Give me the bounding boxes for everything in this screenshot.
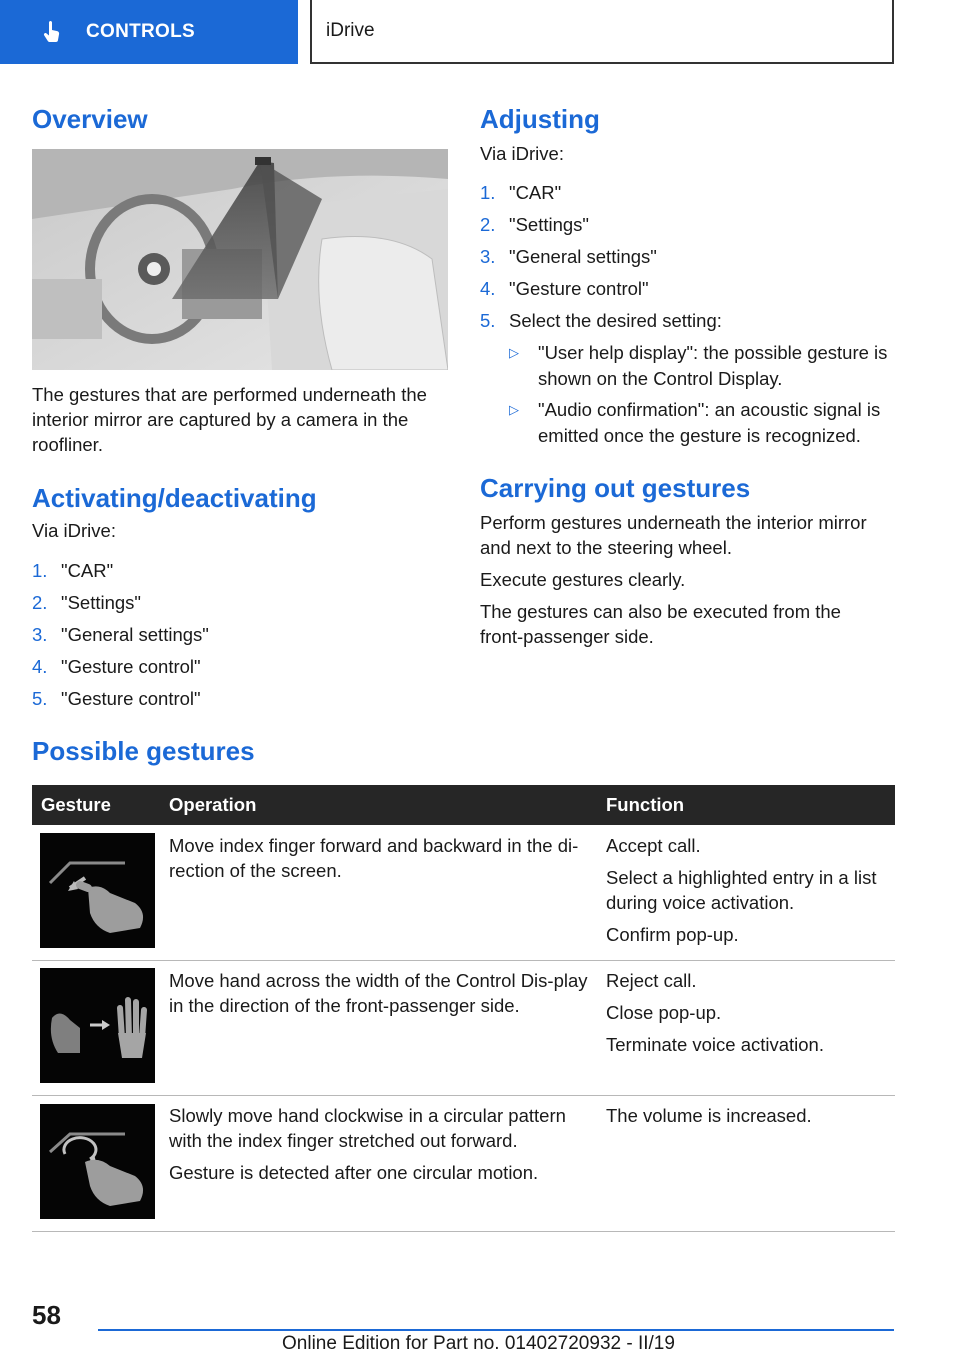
step-number: 1. xyxy=(480,182,496,203)
operation-text: Move hand across the width of the Control Dis-play in the direction of the front-passenger side. xyxy=(169,970,588,1016)
step-text: "General settings" xyxy=(509,246,657,267)
function-cell xyxy=(606,1103,891,1135)
topic-title: iDrive xyxy=(326,20,375,41)
step-number: 2. xyxy=(32,592,48,613)
list-item xyxy=(32,558,432,590)
section-title: CONTROLS xyxy=(86,21,196,42)
possible-heading: Possible gestures xyxy=(32,736,255,766)
table-row xyxy=(32,960,895,1096)
list-item xyxy=(32,590,432,622)
step-text: "Gesture control" xyxy=(61,656,201,677)
list-item xyxy=(32,654,432,686)
step-text: "Gesture control" xyxy=(509,278,649,299)
adjusting-intro: Via iDrive: xyxy=(480,143,564,164)
carrying-heading: Carrying out gestures xyxy=(480,473,751,503)
step-number: 4. xyxy=(32,656,48,677)
list-item xyxy=(32,622,432,654)
finger-forward-backward-gesture-icon xyxy=(40,833,155,948)
list-item xyxy=(480,212,890,244)
hand-pointer-icon xyxy=(40,20,64,44)
overview-heading: Overview xyxy=(32,104,148,134)
step-text: "CAR" xyxy=(509,182,562,203)
operation-text: Move index finger forward and backward in the di-rection of the screen. xyxy=(169,835,579,881)
function-text: The volume is increased. xyxy=(606,1105,812,1126)
function-text: Confirm pop-up. xyxy=(606,924,739,945)
function-text: Reject call. xyxy=(606,970,697,991)
carrying-paragraph: Perform gestures underneath the interior mirror and next to the steering wheel. xyxy=(480,512,867,558)
option-text: "User help display": the possible gesture is shown on the Control Display. xyxy=(538,342,888,389)
operation-cell xyxy=(169,1103,594,1192)
activating-intro: Via iDrive: xyxy=(32,520,116,541)
triangle-bullet-icon: ▷ xyxy=(509,345,519,360)
page-number: 58 xyxy=(32,1300,61,1330)
list-item xyxy=(480,276,890,308)
operation-cell xyxy=(169,833,594,890)
option-text: "Audio confirmation": an acoustic signal is emitted once the gesture is recognized. xyxy=(538,399,881,446)
footer-divider xyxy=(98,1329,894,1331)
step-text: "Gesture control" xyxy=(61,688,201,709)
car-interior-gesture-camera-image xyxy=(32,149,448,370)
col-function: Function xyxy=(606,794,685,815)
step-number: 5. xyxy=(32,688,48,709)
list-item xyxy=(480,244,890,276)
step-number: 1. xyxy=(32,560,48,581)
step-number: 4. xyxy=(480,278,496,299)
function-text: Select a highlighted entry in a list during voice activation. xyxy=(606,867,877,913)
operation-cell xyxy=(169,968,594,1025)
topic-header xyxy=(310,0,894,64)
step-number: 3. xyxy=(32,624,48,645)
carrying-paragraph: The gestures can also be executed from the front-passenger side. xyxy=(480,601,841,647)
step-text: "Settings" xyxy=(509,214,589,235)
step-text: "General settings" xyxy=(61,624,209,645)
step-number: 2. xyxy=(480,214,496,235)
list-item xyxy=(480,180,890,212)
carrying-paragraph: Execute gestures clearly. xyxy=(480,569,686,590)
step-text: Select the desired setting: xyxy=(509,310,722,331)
circular-clockwise-gesture-icon xyxy=(40,1104,155,1219)
table-row xyxy=(32,825,895,961)
step-text: "CAR" xyxy=(61,560,114,581)
operation-text: Slowly move hand clockwise in a circular pattern with the index finger stretched out forward. xyxy=(169,1105,566,1151)
activating-heading: Activating/deactivating xyxy=(32,483,317,513)
operation-text: Gesture is detected after one circular motion. xyxy=(169,1162,539,1183)
table-header xyxy=(32,785,895,825)
section-tab[interactable] xyxy=(0,0,298,64)
list-item xyxy=(480,308,890,340)
adjusting-heading: Adjusting xyxy=(480,104,600,134)
col-gesture: Gesture xyxy=(41,794,111,815)
function-text: Close pop-up. xyxy=(606,1002,722,1023)
adjusting-steps xyxy=(480,180,890,340)
function-cell xyxy=(606,968,891,1064)
edition-text: Online Edition for Part no. 01402720932 - II/19 xyxy=(282,1333,675,1354)
hand-swipe-gesture-icon xyxy=(40,968,155,1083)
col-operation: Operation xyxy=(169,794,257,815)
triangle-bullet-icon: ▷ xyxy=(509,402,519,417)
step-number: 5. xyxy=(480,310,496,331)
table-row xyxy=(32,1095,895,1232)
step-number: 3. xyxy=(480,246,496,267)
function-text: Accept call. xyxy=(606,835,701,856)
list-item xyxy=(32,686,432,718)
step-text: "Settings" xyxy=(61,592,141,613)
overview-body: The gestures that are performed underneath the interior mirror are captured by a camera in the roofliner. xyxy=(32,384,427,455)
function-text: Terminate voice activation. xyxy=(606,1034,824,1055)
function-cell xyxy=(606,833,891,954)
activating-steps xyxy=(32,558,432,718)
